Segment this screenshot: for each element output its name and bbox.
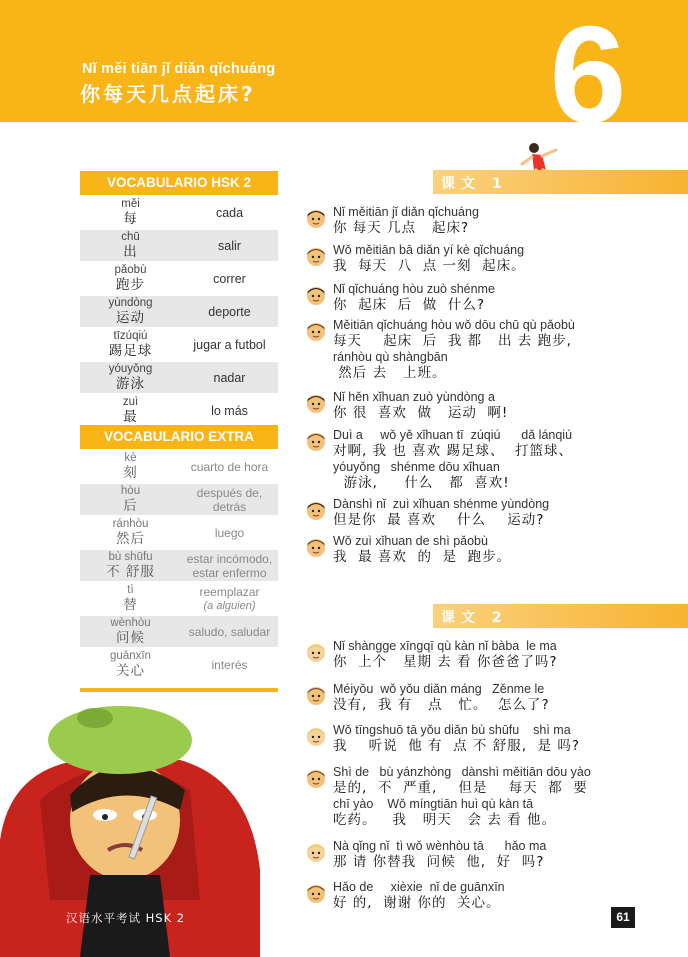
vocab-row — [80, 294, 278, 327]
dialogue-pinyin: Méiyǒu wǒ yǒu diǎn máng Zěnme le — [333, 682, 545, 696]
vocab-pinyin: tīzúqiú — [113, 330, 148, 342]
vocab-row — [80, 327, 278, 360]
dialogue-pinyin: Nǐ shàngge xīngqī qù kàn nǐ bàba le ma — [333, 639, 557, 653]
text1-title: 课文 1 — [441, 176, 508, 192]
dialogue-pinyin: ránhòu qù shàngbān — [333, 350, 448, 364]
vocab-pinyin: kè — [124, 452, 137, 464]
boy-face-icon — [305, 284, 327, 306]
vocab-translation: cada — [215, 205, 244, 220]
vocab-hanzi: 替 — [123, 597, 138, 613]
vocab-extra-title: VOCABULARIO EXTRA — [80, 425, 278, 449]
dialogue-hanzi: 吃药。 我 明天 会 去 看 他。 — [333, 812, 556, 828]
vocab-pinyin: guānxīn — [110, 650, 151, 662]
dialogue-hanzi: 但是你 最 喜欢 什么 运动? — [333, 512, 545, 528]
vocab-pinyin: pǎobù — [114, 264, 147, 276]
vocab-hanzi: 踢足球 — [108, 343, 153, 359]
dialogue-pinyin: Wǒ tīngshuō tā yǒu diǎn bù shūfu shì ma — [333, 723, 571, 737]
vocab-row — [80, 195, 278, 228]
dialogue-pinyin: Hǎo de xièxie nǐ de guānxīn — [333, 880, 505, 894]
dialogue-hanzi: 你 上个 星期 去 看 你爸爸了吗? — [333, 654, 558, 670]
girl-face-icon — [305, 430, 327, 452]
text2-title: 课文 2 — [441, 610, 508, 626]
text2-section-bar — [433, 604, 688, 628]
dialogue-hanzi: 好 的, 谢谢 你的 关心。 — [333, 895, 501, 911]
vocab-translation-main: reemplazar — [199, 584, 260, 599]
woman-face-icon — [305, 684, 327, 706]
vocab-pinyin: ránhòu — [112, 518, 149, 530]
dialogue-hanzi: 我 最 喜欢 的 是 跑步。 — [333, 549, 512, 565]
vocab-translation: jugar a futbol — [193, 337, 266, 352]
vocab-pinyin: tì — [127, 584, 134, 596]
dialogue-hanzi: 然后 去 上班。 — [333, 365, 447, 381]
dialogue-pinyin: Dànshì nǐ zuì xǐhuan shénme yùndòng — [333, 497, 550, 511]
dialogue-hanzi: 对啊, 我 也 喜欢 踢足球、 打篮球、 — [333, 443, 574, 459]
vocab-hanzi: 最 — [123, 409, 138, 425]
vocab-hanzi: 每 — [123, 211, 138, 227]
vocab-translation: después de, detrás — [196, 485, 263, 514]
dialogue-pinyin: Wǒ zuì xǐhuan de shì pǎobù — [333, 534, 488, 548]
dialogue-hanzi: 你 每天 几点 起床? — [333, 220, 470, 236]
dialogue-pinyin: Nǐ hěn xǐhuan zuò yùndòng a — [333, 390, 495, 404]
vocab-translation — [181, 583, 278, 614]
vocab-row — [80, 360, 278, 393]
boy-face-icon — [305, 392, 327, 414]
vocab-pinyin: wènhòu — [110, 617, 151, 629]
vocab-hanzi: 问候 — [116, 630, 145, 646]
woman-face-icon — [305, 882, 327, 904]
girl-face-icon — [305, 245, 327, 267]
dialogue-hanzi: 你 很 喜欢 做 运动 啊! — [333, 405, 509, 421]
vocab-row — [80, 482, 278, 515]
vocab-translation: lo más — [211, 403, 248, 418]
page-number: 61 — [611, 907, 635, 928]
boy-face-icon — [305, 499, 327, 521]
dialogue-hanzi: 我 每天 八 点 一刻 起床。 — [333, 258, 526, 274]
chapter-header — [0, 0, 688, 122]
dialogue-hanzi: 游泳, 什么 都 喜欢! — [333, 475, 510, 491]
title-hanzi: 你每天几点起床? — [80, 82, 256, 106]
vocab-row — [80, 228, 278, 261]
woman-face-icon — [305, 767, 327, 789]
vocab-row — [80, 614, 278, 647]
dialogue-pinyin: Shì de bù yánzhòng dànshì měitiān dōu yào — [333, 765, 591, 779]
vocab-translation: nadar — [213, 370, 246, 385]
vocab-row — [80, 515, 278, 548]
vocab-row — [80, 548, 278, 581]
dialogue-pinyin: Nà qǐng nǐ tì wǒ wènhòu tā hǎo ma — [333, 839, 547, 853]
vocab-translation: cuarto de hora — [190, 459, 269, 474]
vocab-extra-bottom-rule — [80, 688, 278, 692]
vocab-hanzi: 运动 — [116, 310, 145, 326]
dialogue-pinyin: Měitiān qǐchuáng hòu wǒ dōu chū qù pǎobù — [333, 318, 575, 332]
dialogue-pinyin: Wǒ měitiān bā diǎn yí kè qǐchuáng — [333, 243, 525, 257]
title-pinyin: Nǐ měi tiān jǐ diǎn qǐchuáng — [82, 61, 276, 77]
vocab-extra-table — [80, 425, 278, 692]
text1-section-bar — [433, 170, 688, 194]
vocab-pinyin: chū — [121, 231, 140, 243]
vocab-translation: salir — [218, 238, 241, 253]
vocab-pinyin: hòu — [120, 485, 141, 497]
vocab-translation: interés — [211, 657, 248, 672]
dialogue-hanzi: 那 请 你替我 问候 他, 好 吗? — [333, 854, 545, 870]
dialogue-hanzi: 是的, 不 严重, 但是 每天 都 要 — [333, 780, 588, 796]
kid-face-icon — [305, 841, 327, 863]
girl-face-icon — [305, 536, 327, 558]
dialogue-pinyin: chī yào Wǒ míngtiān huì qù kàn tā — [333, 797, 534, 811]
dialogue-hanzi: 每天 起床 后 我 都 出 去 跑步, — [333, 333, 572, 349]
vocab-row — [80, 261, 278, 294]
dialogue-hanzi: 你 起床 后 做 什么? — [333, 297, 485, 313]
vocab-row — [80, 393, 278, 426]
vocab-hanzi: 刻 — [123, 465, 138, 481]
book-title: 汉语水平考试 HSK 2 — [66, 911, 186, 925]
vocab-row — [80, 647, 278, 680]
vocab-pinyin: měi — [121, 198, 140, 210]
dialogue-pinyin: Nǐ qǐchuáng hòu zuò shénme — [333, 282, 495, 296]
vocab-hanzi: 不 舒服 — [106, 564, 155, 580]
kid-face-icon — [305, 725, 327, 747]
vocab-translation: deporte — [208, 304, 251, 319]
vocab-row — [80, 581, 278, 614]
vocab-pinyin: zuì — [122, 396, 139, 408]
vocab-translation: luego — [214, 525, 245, 540]
vocab-translation: estar incómodo, estar enfermo — [186, 551, 273, 580]
vocab-pinyin: yùndòng — [108, 297, 153, 309]
vocab-translation-note: (a alguien) — [203, 599, 256, 612]
vocab-hanzi: 跑步 — [116, 277, 145, 293]
dialogue-pinyin: Duì a wǒ yě xǐhuan tī zúqiú dǎ lánqiú — [333, 428, 573, 442]
vocab-hanzi: 出 — [123, 244, 138, 260]
vocab-hsk2-title: VOCABULARIO HSK 2 — [80, 171, 278, 195]
vocab-hsk2-table — [80, 171, 278, 426]
vocab-row — [80, 449, 278, 482]
kid-face-icon — [305, 641, 327, 663]
boy-face-icon — [305, 207, 327, 229]
dialogue-pinyin: Nǐ měitiān jǐ diǎn qǐchuáng — [333, 205, 479, 219]
dialogue-pinyin: yóuyǒng shénme dōu xǐhuan — [333, 460, 500, 474]
vocab-translation: saludo, saludar — [188, 624, 271, 639]
girl-face-icon — [305, 320, 327, 342]
vocab-hanzi: 然后 — [116, 531, 145, 547]
vocab-pinyin: bù shūfu — [108, 551, 153, 563]
vocab-hanzi: 关心 — [116, 663, 145, 679]
vocab-hanzi: 游泳 — [116, 376, 145, 392]
lesson-number: 6 — [549, 0, 627, 122]
dialogue-hanzi: 没有, 我 有 点 忙。 怎么了? — [333, 697, 550, 713]
vocab-pinyin: yóuyǒng — [108, 363, 153, 375]
vocab-translation: correr — [213, 271, 246, 286]
vocab-hanzi: 后 — [123, 498, 138, 514]
dialogue-hanzi: 我 听说 他 有 点 不 舒服, 是 吗? — [333, 738, 581, 754]
